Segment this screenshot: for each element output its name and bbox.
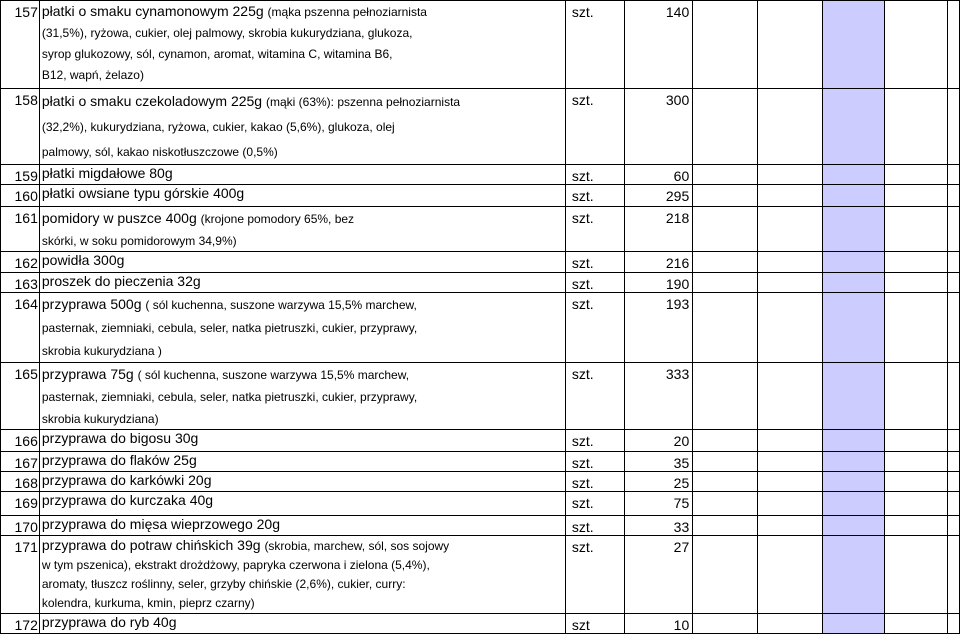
unit: szt. [565, 207, 624, 252]
product-name-detail: aromaty, tłuszcz roślinny, seler, grzyby chińskie (2,6%), cukier, curry: [41, 577, 406, 591]
empty-cell [693, 252, 758, 273]
product-name-line [42, 185, 565, 202]
row-number: 158 [1, 89, 40, 165]
product-name [39, 293, 565, 363]
empty-cell [758, 252, 823, 273]
product-name-main: przyprawa 75g [41, 366, 138, 382]
unit: szt. [565, 89, 624, 165]
unit: szt. [565, 492, 624, 516]
row-number: 157 [1, 1, 40, 89]
table-row [1, 252, 960, 273]
product-name-main: przyprawa do karkówki 20g [41, 472, 212, 488]
quantity: 20 [625, 430, 693, 452]
product-name-detail: (31,5%), ryżowa, cukier, olej palmowy, skrobia kukurydziana, glukoza, [41, 26, 413, 40]
empty-cell [693, 293, 758, 363]
product-name-main: przyprawa do mięsa wieprzowego 20g [41, 516, 280, 532]
empty-cell [693, 273, 758, 293]
empty-cell [885, 363, 948, 430]
product-name-line [42, 89, 565, 114]
empty-cell [758, 89, 823, 165]
product-name-line [42, 229, 565, 251]
row-number: 172 [1, 614, 40, 634]
unit: szt. [565, 293, 624, 363]
unit: szt. [565, 472, 624, 492]
empty-cell [822, 273, 885, 293]
empty-cell [758, 492, 823, 516]
product-name-line [42, 207, 565, 229]
unit: szt. [565, 452, 624, 472]
row-number: 162 [1, 252, 40, 273]
row-number: 164 [1, 293, 40, 363]
product-name-detail: (mąka pszenna pełnoziarnista [267, 5, 427, 19]
product-name-detail: syrop glukozowy, sól, cynamon, aromat, witamina C, witamina B6, [41, 47, 393, 61]
product-name-main: przyprawa do ryb 40g [41, 614, 177, 630]
empty-cell [885, 89, 948, 165]
product-name-line [42, 430, 565, 447]
product-name [39, 252, 565, 273]
product-name-detail: (mąki (63%): pszenna pełnoziarnista [265, 95, 461, 109]
product-name-line [42, 316, 565, 339]
empty-cell [693, 430, 758, 452]
empty-cell [822, 1, 885, 89]
empty-cell [885, 430, 948, 452]
empty-cell [822, 207, 885, 252]
table-row [1, 293, 960, 363]
empty-cell [948, 207, 960, 252]
product-name-line [42, 593, 565, 612]
empty-cell [948, 536, 960, 614]
empty-cell [758, 614, 823, 634]
empty-cell [822, 89, 885, 165]
empty-cell [885, 472, 948, 492]
empty-cell [948, 293, 960, 363]
product-name [39, 363, 565, 430]
product-name-main: płatki o smaku cynamonowym 225g [41, 3, 268, 19]
quantity: 216 [625, 252, 693, 273]
product-name-main: przyprawa 500g [41, 296, 146, 312]
quantity: 25 [625, 472, 693, 492]
table-row [1, 614, 960, 634]
empty-cell [758, 452, 823, 472]
empty-cell [948, 492, 960, 516]
empty-cell [885, 1, 948, 89]
quantity: 190 [625, 273, 693, 293]
empty-cell [693, 614, 758, 634]
empty-cell [693, 516, 758, 536]
empty-cell [948, 185, 960, 207]
empty-cell [822, 252, 885, 273]
unit: szt. [565, 363, 624, 430]
product-name-line [42, 64, 565, 85]
table-row [1, 536, 960, 614]
table-row [1, 207, 960, 252]
empty-cell [758, 363, 823, 430]
product-name-line [42, 536, 565, 555]
empty-cell [885, 185, 948, 207]
unit: szt. [565, 252, 624, 273]
product-name-main: przyprawa do bigosu 30g [41, 430, 199, 446]
product-name [39, 516, 565, 536]
product-name-line [42, 339, 565, 362]
row-number: 166 [1, 430, 40, 452]
empty-cell [758, 293, 823, 363]
product-name-line [42, 43, 565, 64]
product-name-line [42, 22, 565, 43]
product-name [39, 614, 565, 634]
product-name-detail: skórki, w soku pomidorowym 34,9%) [41, 234, 237, 248]
empty-cell [693, 536, 758, 614]
product-name-detail: ( sól kuchenna, suszone warzywa 15,5% marchew, [145, 298, 417, 312]
quantity: 295 [625, 185, 693, 207]
product-name-detail: (32,2%), kukurydziana, ryżowa, cukier, kakao (5,6%), glukoza, olej [41, 120, 395, 134]
empty-cell [822, 185, 885, 207]
unit: szt. [565, 1, 624, 89]
table-row [1, 430, 960, 452]
product-name-main: przyprawa do potraw chińskich 39g [41, 537, 265, 553]
row-number: 163 [1, 273, 40, 293]
table-row [1, 516, 960, 536]
empty-cell [758, 273, 823, 293]
empty-cell [822, 363, 885, 430]
empty-cell [885, 536, 948, 614]
product-name-detail: (krojone pomodory 65%, bez [200, 212, 355, 226]
table-row [1, 1, 960, 89]
product-name-main: przyprawa do flaków 25g [41, 452, 197, 468]
product-name-line [42, 293, 565, 316]
product-name [39, 165, 565, 185]
empty-cell [822, 614, 885, 634]
table-row [1, 185, 960, 207]
product-name [39, 430, 565, 452]
table-row [1, 165, 960, 185]
row-number: 168 [1, 472, 40, 492]
empty-cell [822, 492, 885, 516]
product-name-line [42, 614, 565, 631]
unit: szt. [565, 273, 624, 293]
product-name [39, 1, 565, 89]
empty-cell [948, 614, 960, 634]
quantity: 60 [625, 165, 693, 185]
empty-cell [885, 293, 948, 363]
empty-cell [693, 1, 758, 89]
product-name-main: płatki o smaku czekoladowym 225g [41, 93, 266, 109]
product-name-main: proszek do pieczenia 32g [41, 273, 201, 289]
empty-cell [758, 207, 823, 252]
empty-cell [822, 165, 885, 185]
quantity: 10 [625, 614, 693, 634]
product-name-detail: ( sól kuchenna, suszone warzywa 15,5% marchew, [137, 368, 410, 382]
empty-cell [948, 165, 960, 185]
quantity: 35 [625, 452, 693, 472]
product-name-line [42, 492, 565, 509]
product-name-line [42, 1, 565, 22]
product-name-detail: kolendra, kurkuma, kmin, pieprz czarny) [41, 596, 255, 610]
empty-cell [948, 252, 960, 273]
empty-cell [885, 492, 948, 516]
product-name-line [42, 165, 565, 182]
empty-cell [948, 472, 960, 492]
empty-cell [948, 363, 960, 430]
empty-cell [693, 89, 758, 165]
product-name-line [42, 574, 565, 593]
product-name-line [42, 555, 565, 574]
empty-cell [885, 614, 948, 634]
empty-cell [885, 252, 948, 273]
row-number: 170 [1, 516, 40, 536]
product-name-line [42, 363, 565, 385]
empty-cell [948, 430, 960, 452]
product-name [39, 492, 565, 516]
product-name-line [42, 139, 565, 164]
product-name [39, 89, 565, 165]
empty-cell [885, 165, 948, 185]
product-name-detail: (skrobia, marchew, sól, sos sojowy [264, 539, 450, 553]
product-name-detail: palmowy, sól, kakao niskotłuszczowe (0,5%) [41, 145, 278, 159]
table-row [1, 273, 960, 293]
empty-cell [885, 452, 948, 472]
product-name-main: powidła 300g [41, 252, 125, 268]
empty-cell [948, 516, 960, 536]
product-name [39, 536, 565, 614]
row-number: 159 [1, 165, 40, 185]
empty-cell [693, 165, 758, 185]
unit: szt. [565, 165, 624, 185]
quantity: 333 [625, 363, 693, 430]
product-name-line [42, 407, 565, 429]
empty-cell [693, 185, 758, 207]
empty-cell [758, 185, 823, 207]
empty-cell [885, 207, 948, 252]
unit: szt. [565, 430, 624, 452]
product-name-line [42, 385, 565, 407]
row-number: 169 [1, 492, 40, 516]
table-row [1, 89, 960, 165]
product-name-main: płatki migdałowe 80g [41, 165, 173, 181]
product-name-detail: skrobia kukurydziana ) [41, 344, 162, 358]
quantity: 75 [625, 492, 693, 516]
product-name-detail: B12, wapń, żelazo) [41, 68, 144, 82]
row-number: 165 [1, 363, 40, 430]
product-name [39, 273, 565, 293]
empty-cell [758, 472, 823, 492]
quantity: 300 [625, 89, 693, 165]
empty-cell [758, 165, 823, 185]
product-name [39, 207, 565, 252]
empty-cell [758, 516, 823, 536]
row-number: 167 [1, 452, 40, 472]
product-name-line [42, 114, 565, 139]
empty-cell [885, 516, 948, 536]
empty-cell [693, 472, 758, 492]
empty-cell [822, 452, 885, 472]
quantity: 193 [625, 293, 693, 363]
product-name-line [42, 472, 565, 489]
quantity: 140 [625, 1, 693, 89]
quantity: 33 [625, 516, 693, 536]
product-name [39, 472, 565, 492]
unit: szt [565, 614, 624, 634]
product-table-body [1, 1, 960, 634]
product-name-detail: w tym pszenica), ekstrakt drożdżowy, papryka czerwona i zielona (5,4%), [41, 558, 430, 572]
empty-cell [948, 452, 960, 472]
empty-cell [693, 452, 758, 472]
empty-cell [948, 1, 960, 89]
product-name-detail: pasternak, ziemniaki, cebula, seler, natka pietruszki, cukier, przyprawy, [41, 390, 418, 404]
empty-cell [948, 273, 960, 293]
product-name-detail: pasternak, ziemniaki, cebula, seler, natka pietruszki, cukier, przyprawy, [41, 321, 418, 335]
unit: szt. [565, 185, 624, 207]
row-number: 161 [1, 207, 40, 252]
table-row [1, 492, 960, 516]
empty-cell [822, 516, 885, 536]
empty-cell [822, 293, 885, 363]
unit: szt. [565, 536, 624, 614]
empty-cell [758, 1, 823, 89]
product-name-main: płatki owsiane typu górskie 400g [41, 185, 245, 201]
product-name-detail: skrobia kukurydziana) [41, 412, 159, 426]
row-number: 171 [1, 536, 40, 614]
quantity: 218 [625, 207, 693, 252]
row-number: 160 [1, 185, 40, 207]
unit: szt. [565, 516, 624, 536]
table-row [1, 363, 960, 430]
product-name-main: przyprawa do kurczaka 40g [41, 492, 214, 508]
product-name-line [42, 516, 565, 533]
empty-cell [693, 207, 758, 252]
quantity: 27 [625, 536, 693, 614]
table-row [1, 452, 960, 472]
product-name [39, 185, 565, 207]
product-name-main: pomidory w puszce 400g [41, 210, 201, 226]
product-name-line [42, 252, 565, 269]
empty-cell [822, 536, 885, 614]
empty-cell [758, 536, 823, 614]
product-name [39, 452, 565, 472]
empty-cell [693, 492, 758, 516]
table-row [1, 472, 960, 492]
empty-cell [758, 430, 823, 452]
empty-cell [822, 430, 885, 452]
empty-cell [822, 472, 885, 492]
empty-cell [693, 363, 758, 430]
product-name-line [42, 273, 565, 290]
empty-cell [948, 89, 960, 165]
product-name-line [42, 452, 565, 469]
empty-cell [885, 273, 948, 293]
